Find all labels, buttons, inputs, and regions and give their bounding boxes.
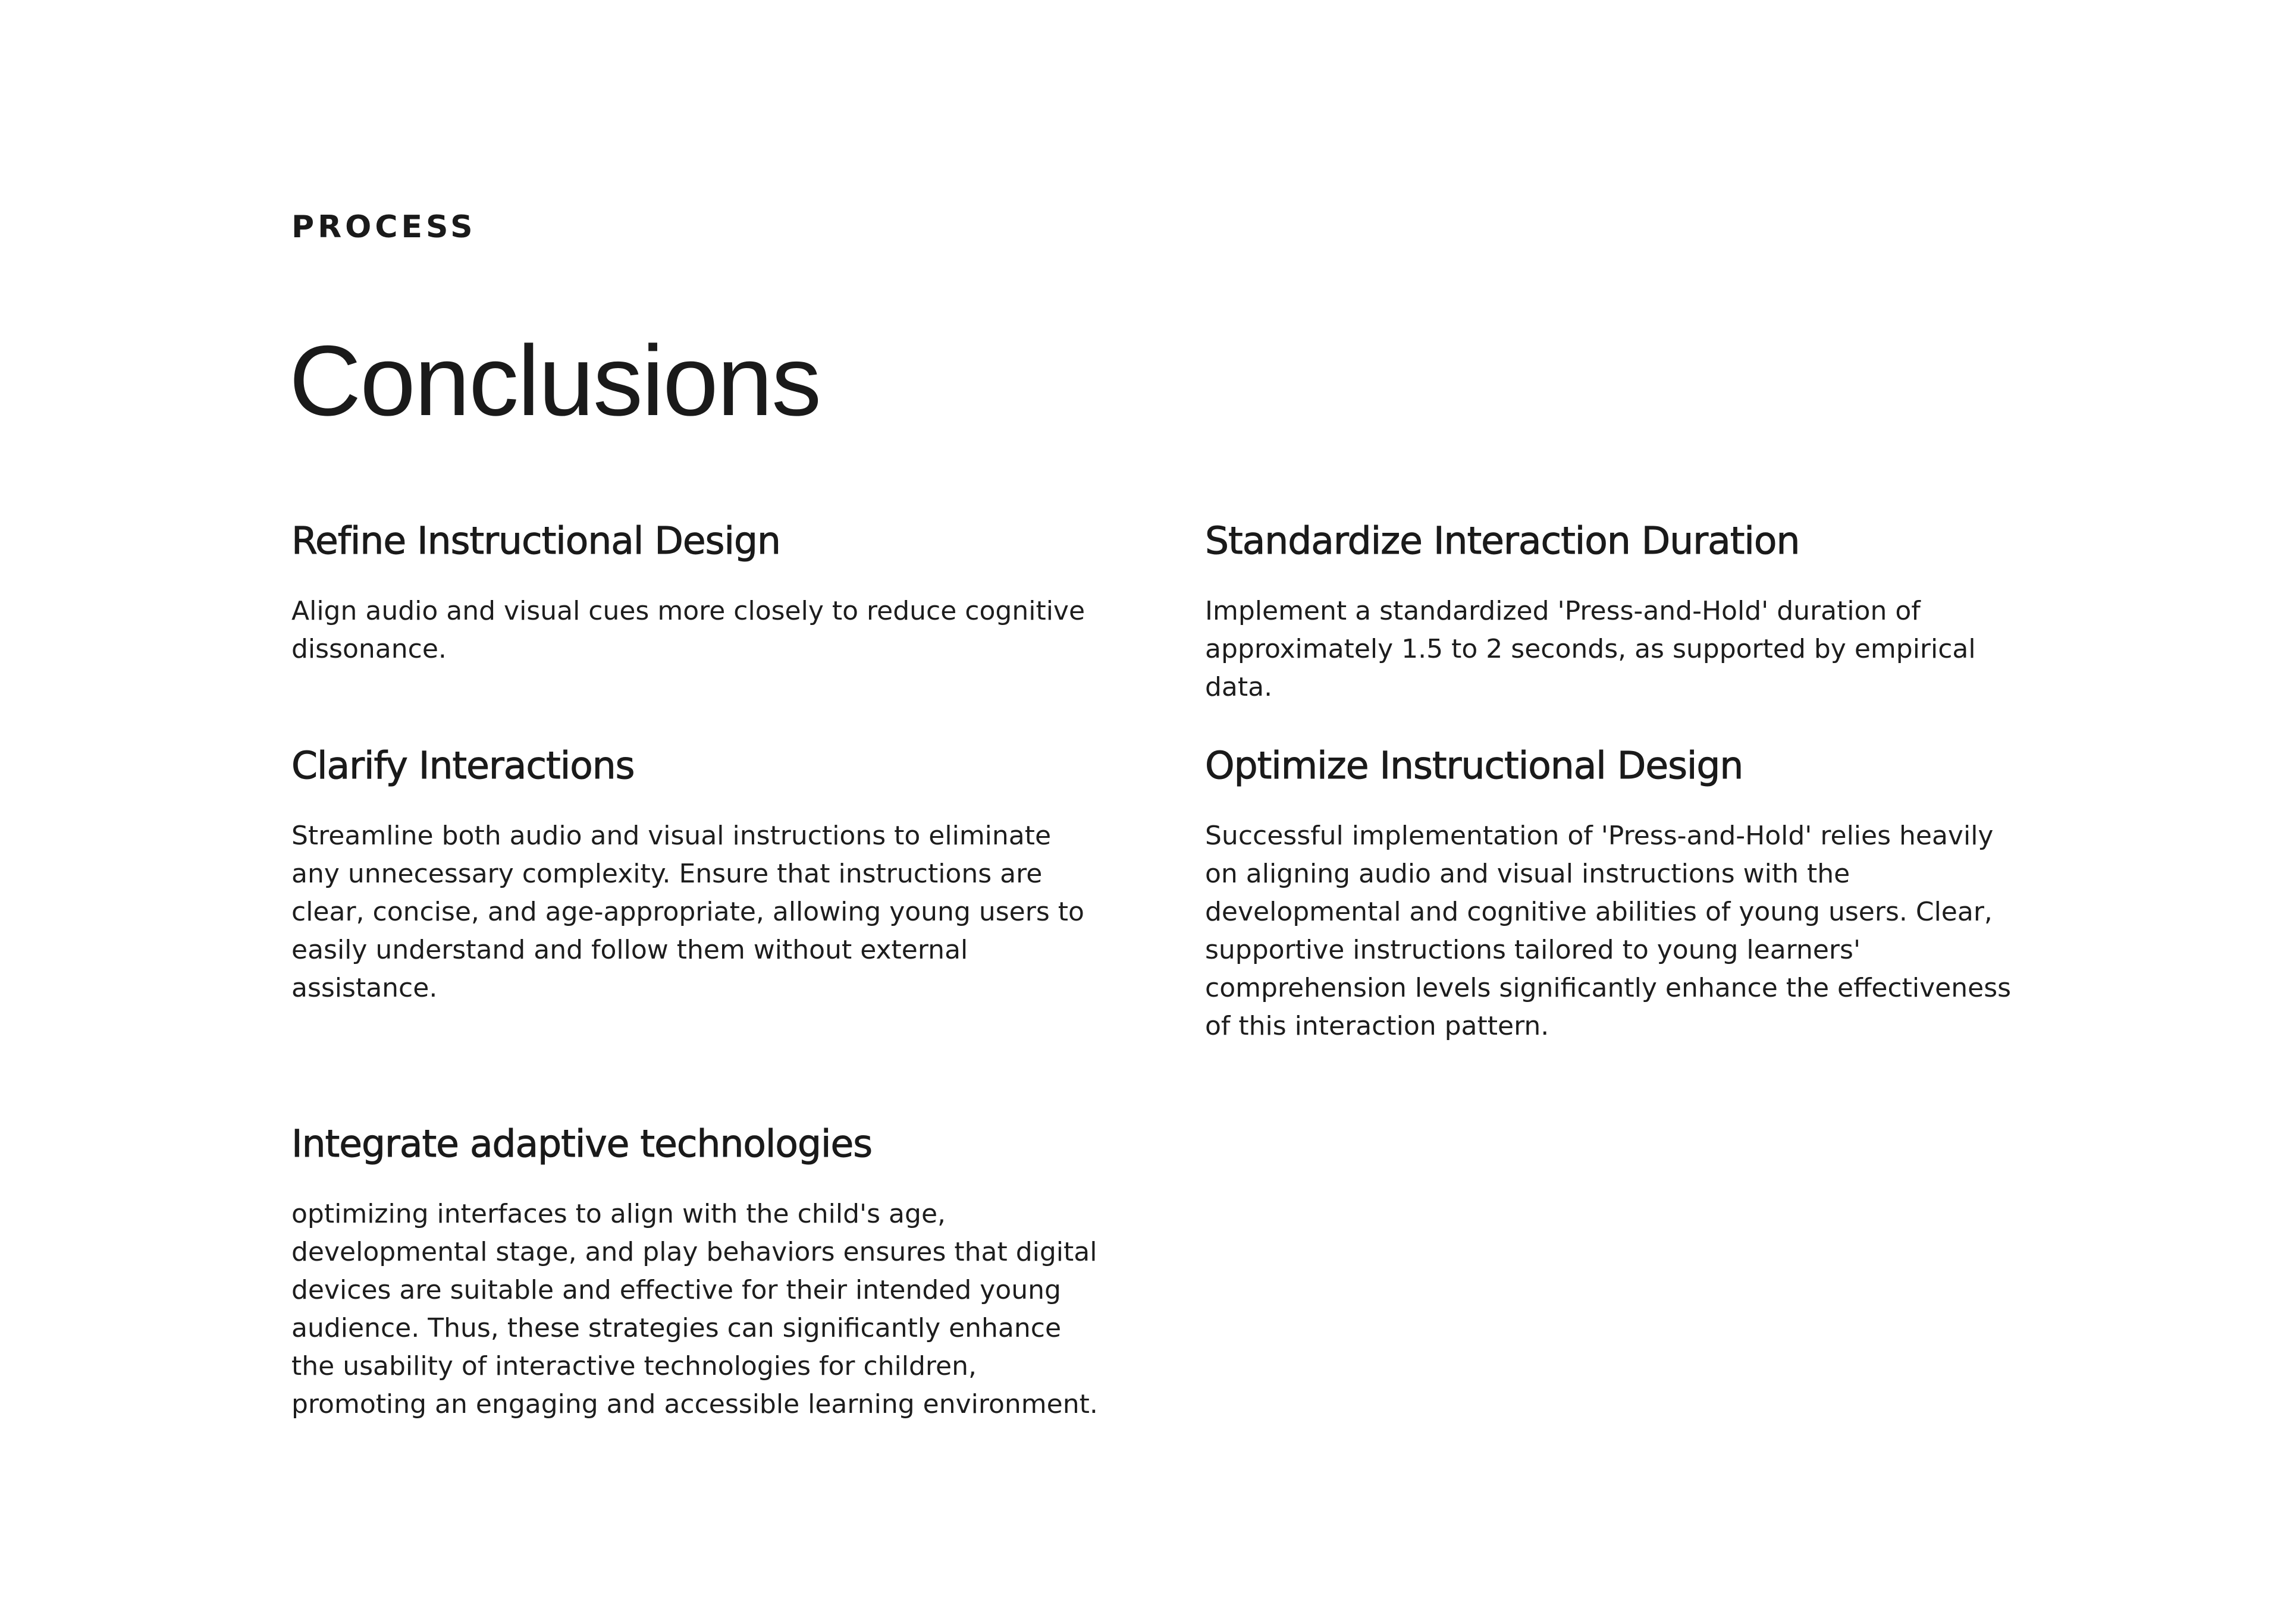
conclusion-heading: Clarify Interactions: [291, 744, 635, 787]
conclusion-heading: Refine Instructional Design: [291, 519, 780, 563]
conclusion-body: Implement a standardized 'Press-and-Hold' duration of approximately 1.5 to 2 seconds, as supported by empirical data.: [1205, 595, 1976, 702]
conclusion-body: Align audio and visual cues more closely to reduce cognitive dissonance.: [291, 595, 1085, 664]
conclusion-heading: Standardize Interaction Duration: [1205, 519, 1800, 563]
conclusion-integrate-adaptive-technologies: [291, 1122, 1100, 1424]
conclusion-body: Streamline both audio and visual instructions to eliminate any unnecessary complexity. Ensure that instructions are clear, concise, and age-appropriate, allowing young users to easily understand and follow them without external assistance.: [291, 820, 1084, 1003]
section-eyebrow: PROCESS: [291, 209, 476, 245]
conclusion-heading: Optimize Instructional Design: [1205, 744, 1743, 787]
conclusion-standardize-interaction-duration: [1205, 519, 2014, 706]
conclusion-optimize-instructional-design: [1205, 743, 2014, 1045]
conclusion-body: Successful implementation of 'Press-and-Hold' relies heavily on aligning audio and visual instructions with the developmental and cognitive abilities of young users. Clear, supportive instructions tailored to young learners' comprehension levels significantly enhance the effectiveness of this interaction pattern.: [1205, 820, 2012, 1041]
conclusion-body: optimizing interfaces to align with the child's age, developmental stage, and play behaviors ensures that digital devices are suitable and effective for their intended young audience. Thus, these strategies can significantly enhance the usability of interactive technologies for children, promoting an engaging and accessible learning environment.: [291, 1198, 1098, 1419]
conclusion-refine-instructional-design: [291, 519, 1100, 668]
conclusion-heading: Integrate adaptive technologies: [291, 1122, 873, 1166]
conclusion-clarify-interactions: [291, 743, 1100, 1007]
page-title: Conclusions: [289, 325, 821, 436]
